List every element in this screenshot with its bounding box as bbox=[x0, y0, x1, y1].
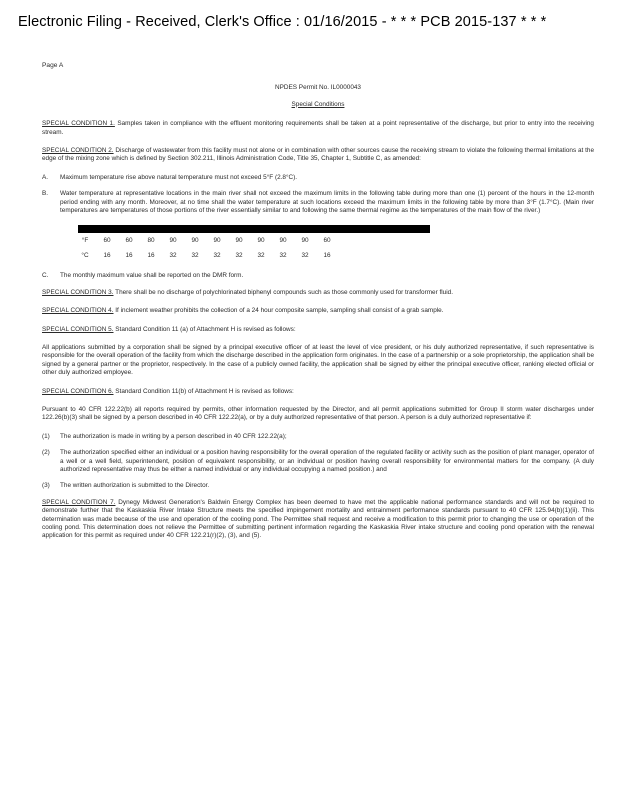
special-condition-5-label: SPECIAL CONDITION 5. bbox=[42, 325, 114, 333]
temp-cell: 80 bbox=[147, 237, 155, 245]
temperature-row-celsius bbox=[74, 252, 594, 260]
temp-cell: 32 bbox=[169, 251, 177, 259]
special-conditions-heading: Special Conditions bbox=[291, 100, 345, 108]
temp-cell: 32 bbox=[213, 251, 221, 259]
item-a-label: A. bbox=[42, 173, 49, 181]
item-a bbox=[42, 174, 594, 182]
document-page bbox=[42, 62, 594, 551]
special-condition-1-label: SPECIAL CONDITION 1. bbox=[42, 120, 115, 128]
special-condition-5-body: All applications submitted by a corporation shall be signed by a principal executive officer of at least the level of vice president, or his duly authorized representative, if such representative is responsible for the overall operation of the facility from which the discharge described in the application form originates. In the case of a partnership or a sole proprietorship, the application shall be signed by a general partner or the proprietor, respectively. In the case of a publicly owned facility, the application shall be signed by either the principal executive officer, ranking elected official or other duly authorized employee. bbox=[42, 343, 594, 377]
item-c bbox=[42, 272, 594, 280]
temperature-table bbox=[42, 225, 594, 260]
item-1-text: The authorization is made in writing by a person described in 40 CFR 122.22(a); bbox=[60, 432, 287, 440]
special-condition-6-label: SPECIAL CONDITION 6. bbox=[42, 387, 114, 395]
item-2-label: (2) bbox=[42, 449, 50, 457]
item-b bbox=[42, 190, 594, 215]
item-b-label: B. bbox=[42, 190, 49, 198]
special-condition-7-label: SPECIAL CONDITION 7. bbox=[42, 498, 116, 506]
temp-cell: 32 bbox=[191, 251, 199, 259]
temp-cell: 90 bbox=[191, 237, 199, 245]
temp-cell: 32 bbox=[235, 251, 243, 259]
temp-cell: 16 bbox=[103, 251, 111, 259]
temp-cell: 90 bbox=[213, 237, 221, 245]
item-1-label: (1) bbox=[42, 432, 50, 440]
special-condition-6 bbox=[42, 388, 594, 396]
temp-cell: 16 bbox=[147, 251, 155, 259]
special-condition-5 bbox=[42, 326, 594, 334]
special-condition-3 bbox=[42, 289, 594, 297]
permit-number: NPDES Permit No. IL0000043 bbox=[275, 84, 361, 92]
temp-cell: 60 bbox=[125, 237, 133, 245]
special-condition-3-text: There shall be no discharge of polychlorinated biphenyl compounds such as those commonly used for transformer fluid. bbox=[113, 288, 453, 296]
special-condition-1 bbox=[42, 120, 594, 137]
temp-cell: 90 bbox=[301, 237, 309, 245]
temp-cell: 90 bbox=[257, 237, 265, 245]
item-3 bbox=[42, 482, 594, 490]
special-condition-2-label: SPECIAL CONDITION 2. bbox=[42, 147, 114, 155]
temp-cell: 90 bbox=[169, 237, 177, 245]
temp-cell: 16 bbox=[323, 251, 331, 259]
temp-cell: 90 bbox=[279, 237, 287, 245]
redacted-month-header-bar bbox=[78, 225, 430, 233]
special-condition-4 bbox=[42, 307, 594, 315]
special-condition-6-body: Pursuant to 40 CFR 122.22(b) all reports required by permits, other information requested by the Director, and all permit applications submitted for Group II storm water discharges under 122.26(b)(3) shall be signed by a person described in 40 CFR 122.22(a), or by a duly authorized representative of that person. A person is a duly authorized representative if: bbox=[42, 405, 594, 422]
special-condition-4-label: SPECIAL CONDITION 4. bbox=[42, 307, 114, 315]
item-3-label: (3) bbox=[42, 482, 50, 490]
item-c-text: The monthly maximum value shall be reported on the DMR form. bbox=[60, 272, 244, 280]
temp-cell: °F bbox=[81, 237, 89, 245]
item-b-text: Water temperature at representative locations in the main river shall not exceed the maximum limits in the following table during more than one (1) percent of the hours in the 12-month period ending with any month. Moreover, at no time shall the water temperature at such locations exceed the maximum limits in the following table by more than 3°F (1.7°C). (Main river temperatures are temperatures of those portions of the river essentially similar to and following the same thermal regime as the temperatures of the main flow of the river.) bbox=[60, 190, 594, 215]
temp-cell: 90 bbox=[235, 237, 243, 245]
temp-cell: 32 bbox=[279, 251, 287, 259]
item-3-text: The written authorization is submitted to the Director. bbox=[60, 482, 210, 490]
special-condition-7-text: Dynegy Midwest Generation's Baldwin Energy Complex has been deemed to have met the applicable national performance standards and will not be required to demonstrate further that the Kaskaskia River Intake Structure meets the specified impingement mortality and entrainment performance standards pursuant to 40 CFR 125.94(b)(1)(ii). This determination was made because of the use and operation of the cooling pond. The Permittee shall request and receive a modification to this permit prior to changing the use or operation of the cooling pond. This determination does not relieve the Permittee of submitting pertinent information regarding the Kaskaskia River intake structure and cooling pond operation with the renewal application for this permit as required under 40 CFR 122.21(r)(2), (3), and (5). bbox=[42, 498, 595, 540]
temp-cell: °C bbox=[81, 251, 89, 259]
special-condition-3-label: SPECIAL CONDITION 3. bbox=[42, 288, 114, 296]
filing-stamp: Electronic Filing - Received, Clerk's Office : 01/16/2015 - * * * PCB 2015-137 * * * bbox=[18, 14, 547, 30]
page-label: Page A bbox=[42, 62, 64, 69]
special-condition-2-text: Discharge of wastewater from this facility must not alone or in combination with other sources cause the receiving stream to violate the following thermal limitations at the edge of the mixing zone which is defined by Section 302.211, Illinois Administration Code, Title 35, Chapter 1, Subtitle C, as amended: bbox=[42, 147, 594, 163]
temperature-row-fahrenheit bbox=[74, 237, 594, 245]
special-condition-6-text: Standard Condition 11(b) of Attachment H is revised as follows: bbox=[113, 387, 294, 395]
special-condition-1-text: Samples taken in compliance with the effluent monitoring requirements shall be taken at a point representative of the discharge, but prior to entry into the receiving stream. bbox=[42, 120, 594, 136]
temp-cell: 32 bbox=[257, 251, 265, 259]
item-c-label: C. bbox=[42, 272, 49, 280]
temp-cell: 32 bbox=[301, 251, 309, 259]
item-1 bbox=[42, 433, 594, 441]
special-condition-2 bbox=[42, 147, 594, 164]
temp-cell: 60 bbox=[103, 237, 111, 245]
special-condition-7 bbox=[42, 499, 594, 541]
special-condition-4-text: If inclement weather prohibits the collection of a 24 hour composite sample, sampling shall consist of a grab sample. bbox=[113, 307, 444, 315]
temp-cell: 16 bbox=[125, 251, 133, 259]
item-2-text: The authorization specified either an individual or a position having responsibility for the overall operation of the regulated facility or activity such as the position of plant manager, operator of a well or a well field, superintendent, position of equivalent responsibility, or an individual or position having overall responsibility for environmental matters for the company. (A duly authorized representative may thus be either a named individual or any individual occupying a named position.) and bbox=[60, 449, 594, 473]
item-2 bbox=[42, 449, 594, 474]
temp-cell: 60 bbox=[323, 237, 331, 245]
special-condition-5-text: Standard Condition 11 (a) of Attachment H is revised as follows: bbox=[113, 325, 296, 333]
item-a-text: Maximum temperature rise above natural temperature must not exceed 5°F (2.8°C). bbox=[60, 173, 298, 181]
